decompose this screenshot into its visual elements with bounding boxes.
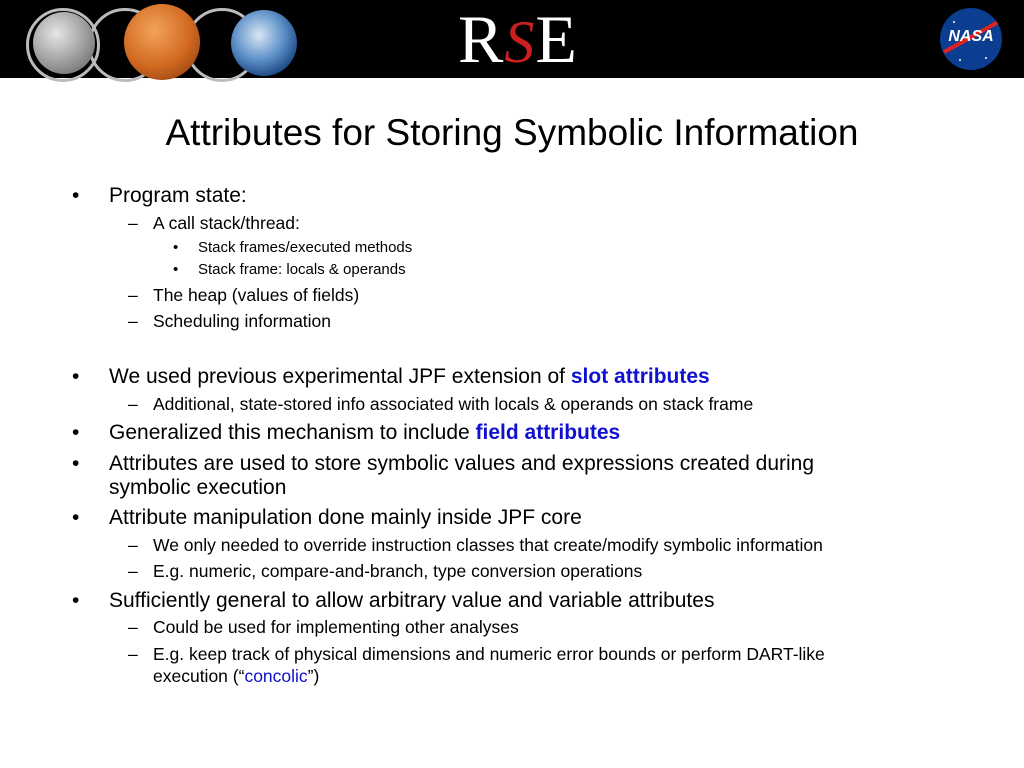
rse-logo: RSE xyxy=(458,1,578,77)
bullet-marker: • xyxy=(72,184,80,207)
bullet-text: Attribute manipulation done mainly inside JPF core xyxy=(109,506,582,529)
bullet-text: Scheduling information xyxy=(153,311,332,331)
bullet-text: Program state: xyxy=(109,184,247,207)
bullet-text: Generalized this mechanism to include xyxy=(109,421,476,444)
moon-icon xyxy=(33,12,95,74)
bullet-marker: – xyxy=(128,644,138,664)
bullet-marker: • xyxy=(173,239,179,256)
bullet-text: Stack frame: locals & operands xyxy=(198,261,406,278)
bullet-text: E.g. keep track of physical dimensions and numeric error bounds or perform DART-like xyxy=(153,644,825,664)
bullet-marker: • xyxy=(72,452,80,475)
bullet-marker: – xyxy=(128,535,138,555)
bullet-marker: • xyxy=(72,589,80,612)
bullet-text: execution (“ xyxy=(153,666,245,686)
highlight-text: field attributes xyxy=(475,421,621,444)
bullet-text: We only needed to override instruction classes that create/modify symbolic information xyxy=(153,535,823,555)
nasa-word: NASA xyxy=(948,28,994,45)
bullet-marker: – xyxy=(128,213,138,233)
bullet-text: Additional, state-stored info associated with locals & operands on stack frame xyxy=(153,394,754,414)
bullet-marker: – xyxy=(128,394,138,414)
mars-icon xyxy=(124,4,200,80)
highlight-text: slot attributes xyxy=(570,365,710,388)
bullet-marker: • xyxy=(72,421,80,444)
bullet-marker: • xyxy=(72,365,80,388)
bullet-marker: – xyxy=(128,561,138,581)
bullet-text: Attributes are used to store symbolic values and expressions created during xyxy=(109,452,815,475)
bullet-text: ”) xyxy=(307,666,320,686)
slide-title: Attributes for Storing Symbolic Information xyxy=(165,112,859,153)
bullet-marker: • xyxy=(173,261,179,278)
highlight-text: concolic xyxy=(244,666,308,686)
nasa-logo xyxy=(940,8,1002,70)
earth-icon xyxy=(231,10,297,76)
bullet-text: E.g. numeric, compare-and-branch, type conversion operations xyxy=(153,561,643,581)
bullet-marker: • xyxy=(72,506,80,529)
header-banner xyxy=(0,0,1024,78)
bullet-text: Stack frames/executed methods xyxy=(198,239,413,256)
bullet-text: A call stack/thread: xyxy=(153,213,300,233)
bullet-text: Could be used for implementing other analyses xyxy=(153,617,519,637)
bullet-marker: – xyxy=(128,285,138,305)
bullet-text: symbolic execution xyxy=(109,476,287,499)
bullet-text: We used previous experimental JPF extension of xyxy=(109,365,571,388)
bullet-marker: – xyxy=(128,311,138,331)
bullet-text: Sufficiently general to allow arbitrary value and variable attributes xyxy=(109,589,715,612)
bullet-text: The heap (values of fields) xyxy=(153,285,360,305)
bullet-marker: – xyxy=(128,617,138,637)
